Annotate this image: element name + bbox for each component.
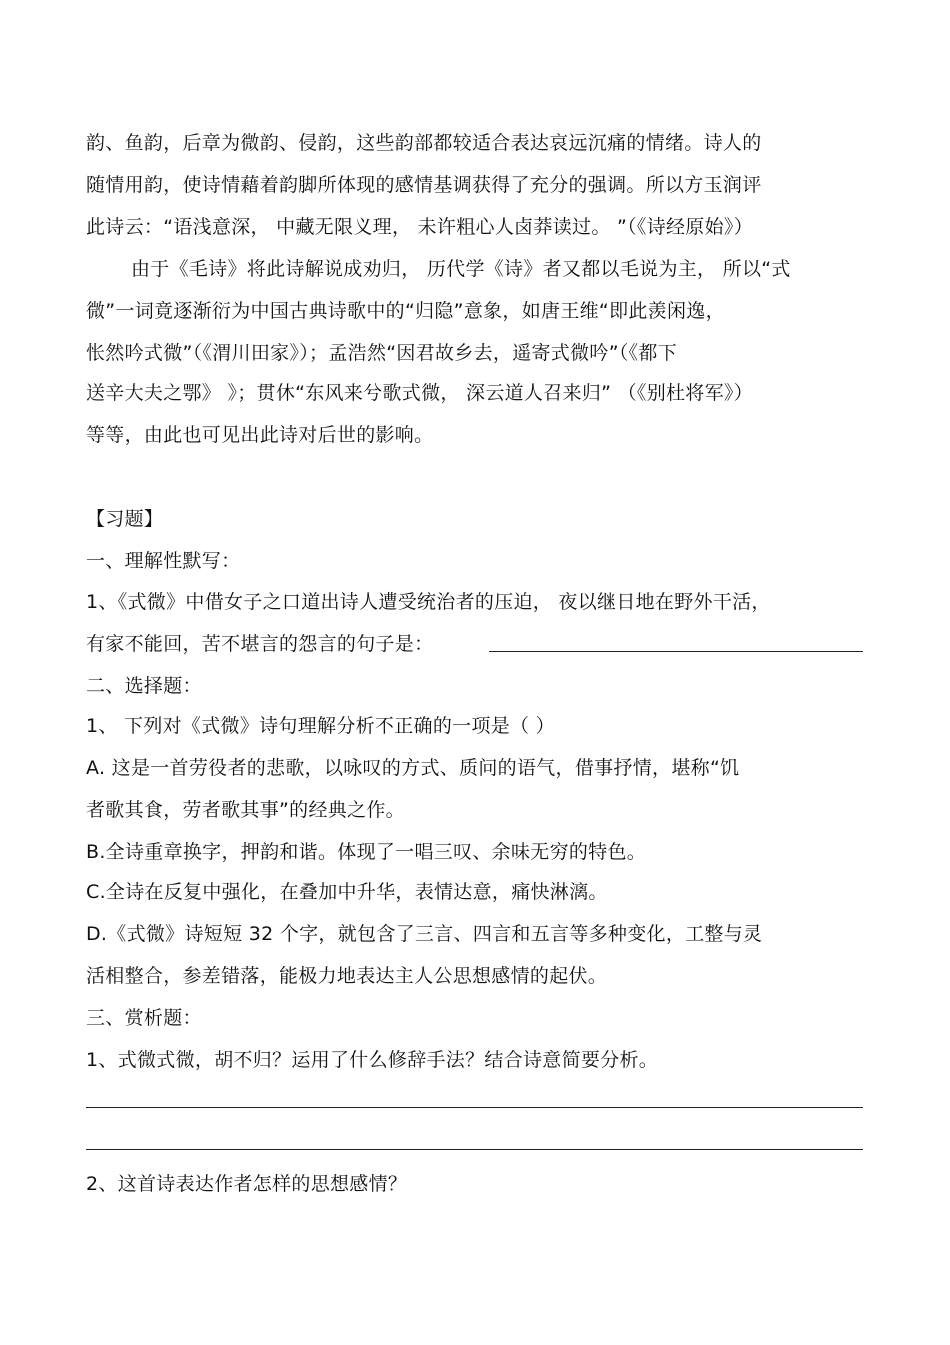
answer-blank-line[interactable] xyxy=(489,651,863,652)
passage-line: 随情用韵，使诗情藉着韵脚所体现的感情基调获得了充分的强调。所以方玉润评 xyxy=(86,174,762,196)
option-d: 活相整合，参差错落，能极力地表达主人公思想感情的起伏。 xyxy=(86,965,608,987)
passage-line: 韵、鱼韵，后章为微韵、侵韵，这些韵部都较适合表达哀远沉痛的情绪。诗人的 xyxy=(86,132,762,154)
passage-line: 怅然吟式微”（《渭川田家》）；孟浩然“因君故乡去，遥寄式微吟”（《都下 xyxy=(86,342,678,364)
option-d: D.《式微》诗短短 32 个字，就包含了三言、四言和五言等多种变化，工整与灵 xyxy=(86,923,763,945)
question-text: 1、 下列对《式微》诗句理解分析不正确的一项是（ ） xyxy=(86,715,555,737)
section-title: 二、选择题： xyxy=(86,675,202,697)
option-a: A. 这是一首劳役者的悲歌，以咏叹的方式、质问的语气，借事抒情，堪称“饥 xyxy=(86,757,740,779)
question-text: 1、《式微》中借女子之口道出诗人遭受统治者的压迫， 夜以继日地在野外干活， xyxy=(86,591,771,613)
passage-line: 此诗云：“语浅意深， 中藏无限义理， 未许粗心人卤莽读过。 ”（《诗经原始》） xyxy=(86,216,754,238)
option-a: 者歌其食，劳者歌其事”的经典之作。 xyxy=(86,799,405,821)
passage-line: 微”一词竟逐渐衍为中国古典诗歌中的“归隐”意象，如唐王维“即此羡闲逸， xyxy=(86,300,725,322)
question-text: 2、这首诗表达作者怎样的思想感情？ xyxy=(86,1173,408,1195)
passage-line: 等等，由此也可见出此诗对后世的影响。 xyxy=(86,424,434,446)
option-b: B.全诗重章换字，押韵和谐。体现了一唱三叹、余味无穷的特色。 xyxy=(86,841,647,863)
section-title: 三、赏析题： xyxy=(86,1007,202,1029)
passage-line: 由于《毛诗》将此诗解说成劝归， 历代学《诗》者又都以毛说为主， 所以“式 xyxy=(131,258,791,280)
passage-line: 送辛大夫之鄂》 》；贯休“东风来兮歌式微， 深云道人召来归” （《别杜将军》） xyxy=(86,382,754,404)
question-text: 1、式微式微，胡不归？运用了什么修辞手法？结合诗意简要分析。 xyxy=(86,1049,659,1071)
exercises-heading: 【习题】 xyxy=(86,508,164,530)
section-title: 一、理解性默写： xyxy=(86,550,241,572)
answer-line[interactable] xyxy=(86,1107,863,1108)
option-c: C.全诗在反复中强化，在叠加中升华，表情达意，痛快淋漓。 xyxy=(86,881,608,903)
question-text: 有家不能回，苦不堪言的怨言的句子是： xyxy=(86,633,434,655)
answer-line[interactable] xyxy=(86,1149,863,1150)
